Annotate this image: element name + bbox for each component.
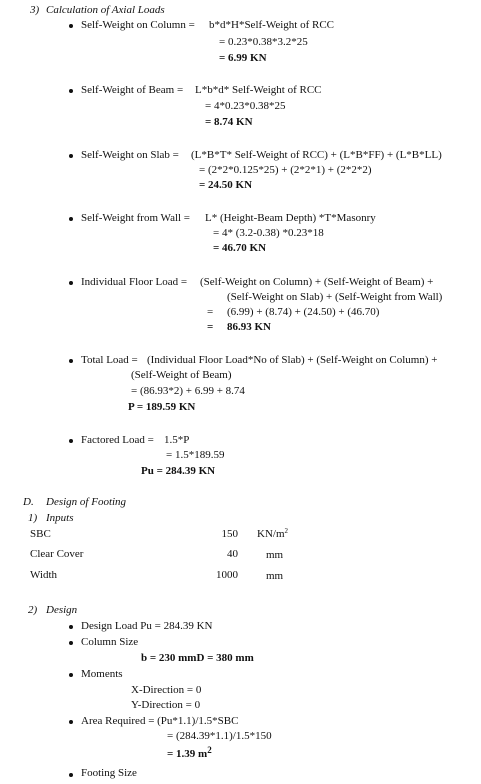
section-number: D. (23, 496, 34, 508)
bullet-icon (69, 359, 73, 363)
column-substitution: = 0.23*0.38*3.2*25 (219, 36, 308, 48)
beam-result: = 8.74 KN (205, 116, 253, 128)
factored-substitution: = 1.5*189.59 (166, 449, 225, 461)
wall-substitution: = 4* (3.2-0.38) *0.23*18 (213, 227, 324, 239)
factored-formula: 1.5*P (164, 434, 190, 446)
bullet-icon (69, 89, 73, 93)
bullet-icon (69, 439, 73, 443)
input-label: Clear Cover (30, 548, 84, 560)
x-direction: X-Direction = 0 (131, 684, 202, 696)
bullet-icon (69, 24, 73, 28)
subsection-number: 1) (28, 512, 38, 524)
total-formula-line2: (Self-Weight of Beam) (131, 369, 232, 381)
total-result: P = 189.59 KN (128, 401, 196, 413)
slab-label: Self-Weight on Slab = (81, 149, 179, 161)
slab-formula: (L*B*T* Self-Weight of RCC) + (L*B*FF) + (L*B*LL) (191, 149, 442, 161)
column-formula: b*d*H*Self-Weight of RCC (209, 19, 334, 31)
bullet-icon (69, 281, 73, 285)
input-unit: mm (266, 549, 284, 561)
bullet-icon (69, 154, 73, 158)
floor-equals: = (207, 306, 214, 318)
input-value: 150 (221, 528, 238, 540)
wall-label: Self-Weight from Wall = (81, 212, 191, 224)
floor-formula-line1: (Self-Weight on Column) + (Self-Weight of Beam) + (200, 276, 434, 288)
subsection-heading: Design (46, 604, 78, 616)
input-label: SBC (30, 528, 51, 540)
input-unit: $KN/m^2$ (257, 527, 288, 540)
bullet-icon (69, 773, 73, 777)
area-label: Area Required = (Pu*1.1)/1.5*SBC (81, 715, 239, 727)
bullet-icon (69, 641, 73, 645)
factored-label: Factored Load = (81, 434, 154, 446)
slab-result: = 24.50 KN (199, 179, 253, 191)
wall-result: = 46.70 KN (213, 242, 267, 254)
total-formula-line1: (Individual Floor Load*No of Slab) + (Self-Weight on Column) + (147, 354, 438, 366)
column-size-value: b = 230 mmD = 380 mm (141, 652, 254, 664)
subsection-number: 2) (28, 604, 38, 616)
column-result: = 6.99 KN (219, 52, 267, 64)
moments-label: Moments (81, 668, 123, 680)
beam-label: Self-Weight of Beam = (81, 84, 184, 96)
section-heading: Design of Footing (46, 496, 127, 508)
section-number: 3) (30, 4, 40, 16)
wall-formula: L* (Height-Beam Depth) *T*Masonry (205, 212, 376, 224)
column-size-label: Column Size (81, 636, 139, 648)
input-value: 1000 (216, 569, 238, 581)
total-substitution: = (86.93*2) + 6.99 + 8.74 (131, 385, 245, 397)
bullet-icon (69, 673, 73, 677)
floor-result: 86.93 KN (227, 321, 271, 333)
floor-substitution: (6.99) + (8.74) + (24.50) + (46.70) (227, 306, 380, 318)
input-label: Width (30, 569, 58, 581)
floor-label: Individual Floor Load = (81, 276, 188, 288)
design-load: Design Load Pu = 284.39 KN (81, 620, 213, 632)
total-label: Total Load = (81, 354, 138, 366)
floor-equals: = (207, 321, 214, 333)
factored-result: Pu = 284.39 KN (141, 465, 216, 477)
slab-substitution: = (2*2*0.125*25) + (2*2*1) + (2*2*2) (199, 164, 372, 176)
beam-substitution: = 4*0.23*0.38*25 (205, 100, 286, 112)
beam-formula: L*b*d* Self-Weight of RCC (195, 84, 322, 96)
area-substitution: = (284.39*1.1)/1.5*150 (167, 730, 272, 742)
column-label: Self-Weight on Column = (81, 19, 195, 31)
input-value: 40 (227, 548, 238, 560)
footing-size-label: Footing Size (81, 767, 137, 779)
y-direction: Y-Direction = 0 (131, 699, 201, 711)
floor-formula-line2: (Self-Weight on Slab) + (Self-Weight from Wall) (227, 291, 443, 303)
subsection-heading: Inputs (46, 512, 74, 524)
area-result: = 1.39 $m^2$ (167, 745, 212, 760)
bullet-icon (69, 720, 73, 724)
input-unit: mm (266, 570, 284, 582)
bullet-icon (69, 625, 73, 629)
bullet-icon (69, 217, 73, 221)
section-heading: Calculation of Axial Loads (46, 4, 165, 16)
